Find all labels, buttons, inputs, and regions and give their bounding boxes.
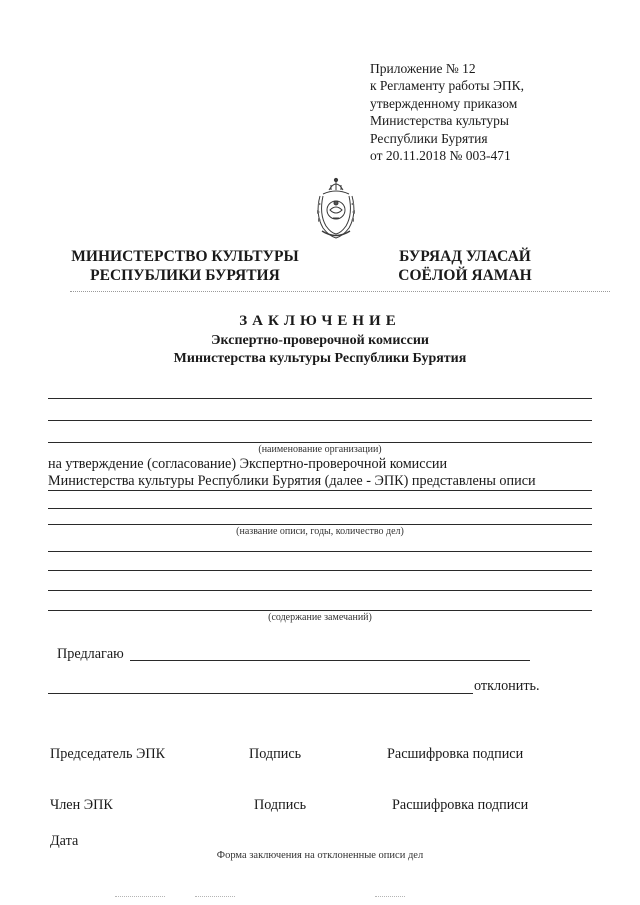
document-subtitle: Министерства культуры Республики Бурятия [173, 351, 467, 366]
propose-label: Предлагаю [57, 646, 124, 662]
appendix-line: Министерства культуры [370, 113, 509, 129]
fill-line[interactable] [48, 442, 592, 443]
appendix-line: утвержденному приказом [370, 95, 518, 111]
scan-speck [115, 896, 165, 897]
fill-line[interactable] [48, 524, 592, 525]
appendix-line: к Регламенту работы ЭПК, [370, 78, 525, 94]
caption-remarks: (содержание замечаний) [268, 612, 372, 623]
fill-line[interactable] [48, 508, 592, 509]
member-decoding-label: Расшифровка подписи [392, 797, 529, 813]
coat-of-arms-icon [309, 174, 363, 244]
appendix-note [370, 60, 524, 164]
fill-line[interactable] [48, 420, 592, 421]
ministry-name-line: БУРЯАД УЛАСАЙ [399, 248, 531, 265]
fill-line[interactable] [48, 398, 592, 399]
ministry-name-buryat [380, 247, 550, 285]
header-divider [70, 291, 610, 292]
scan-speck [375, 896, 405, 897]
appendix-line: Республики Бурятия [370, 130, 488, 146]
caption-organization: (наименование организации) [258, 444, 382, 455]
chair-label: Председатель ЭПК [50, 746, 166, 762]
document-title: ЗАКЛЮЧЕНИЕ [239, 313, 401, 329]
caption-inventory: (название описи, годы, количество дел) [236, 526, 404, 537]
member-signature-label: Подпись [254, 797, 307, 813]
ministry-name-russian [60, 247, 310, 285]
fill-line[interactable] [48, 551, 592, 552]
member-label: Член ЭПК [50, 797, 113, 813]
appendix-line: от 20.11.2018 № 003-471 [370, 148, 511, 164]
ministry-name-line: РЕСПУБЛИКИ БУРЯТИЯ [90, 267, 280, 284]
fill-line[interactable] [48, 490, 592, 491]
ministry-name-line: МИНИСТЕРСТВО КУЛЬТУРЫ [71, 248, 299, 265]
form-note: Форма заключения на отклоненные описи дел [216, 850, 424, 861]
fill-line[interactable] [48, 570, 592, 571]
fill-line[interactable] [48, 610, 592, 611]
chair-decoding-label: Расшифровка подписи [387, 746, 524, 762]
date-label: Дата [50, 833, 79, 849]
scan-speck [195, 896, 235, 897]
fill-line[interactable] [48, 590, 592, 591]
proposal-fill-line[interactable] [48, 693, 473, 694]
document-subtitle: Экспертно-проверочной комиссии [211, 333, 429, 348]
ministry-name-line: СОЁЛОЙ ЯАМАН [398, 267, 532, 284]
appendix-line: Приложение № 12 [370, 61, 476, 76]
reject-label: отклонить. [474, 678, 540, 694]
body-line: на утверждение (согласование) Экспертно-проверочной комиссии [48, 456, 448, 472]
chair-signature-label: Подпись [249, 746, 302, 762]
proposal-fill-line[interactable] [130, 660, 530, 661]
body-line: Министерства культуры Республики Бурятия (далее - ЭПК) представлены описи [48, 473, 536, 489]
